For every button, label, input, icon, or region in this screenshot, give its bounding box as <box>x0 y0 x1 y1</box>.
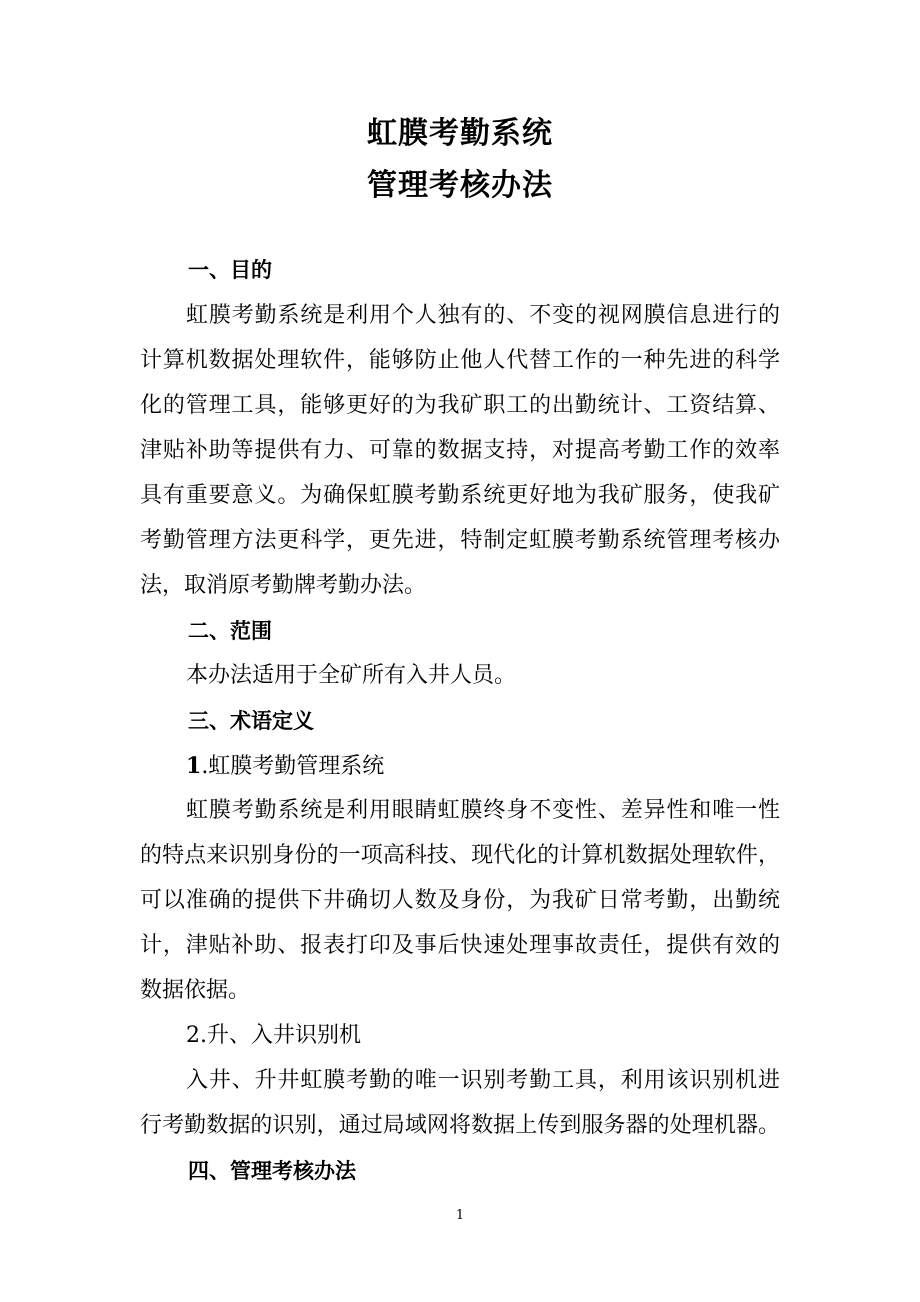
paragraph-line: 具有重要意义。为确保虹膜考勤系统更好地为我矿服务，使我矿 <box>140 483 780 508</box>
paragraph-line: 计，津贴补助、报表打印及事后快速处理事故责任，提供有效的 <box>140 933 780 958</box>
paragraph-line: 虹膜考勤系统是利用眼睛虹膜终身不变性、差异性和唯一性 <box>186 798 780 823</box>
section-heading-scope: 二、范围 <box>188 619 272 643</box>
subsection-number: 1 <box>186 753 202 779</box>
paragraph-line: 计算机数据处理软件，能够防止他人代替工作的一种先进的科学 <box>140 348 780 373</box>
paragraph-line: 本办法适用于全矿所有入井人员。 <box>186 663 517 688</box>
paragraph-line: 法，取消原考勤牌考勤办法。 <box>140 573 427 598</box>
paragraph-line: 行考勤数据的识别，通过局域网将数据上传到服务器的处理机器。 <box>140 1113 780 1138</box>
section-heading-management: 四、管理考核办法 <box>188 1159 356 1183</box>
paragraph-line: 考勤管理方法更科学，更先进，特制定虹膜考勤系统管理考核办 <box>140 528 780 553</box>
paragraph-line: 的特点来识别身份的一项高科技、现代化的计算机数据处理软件， <box>140 843 780 868</box>
paragraph-line: 虹膜考勤系统是利用个人独有的、不变的视网膜信息进行的 <box>186 303 780 328</box>
paragraph-line: 入井、升井虹膜考勤的唯一识别考勤工具，利用该识别机进 <box>186 1068 780 1093</box>
section-heading-purpose: 一、目的 <box>188 258 272 282</box>
paragraph-line: 津贴补助等提供有力、可靠的数据支持，对提高考勤工作的效率 <box>140 438 780 463</box>
page-number: 1 <box>455 1208 465 1223</box>
subsection-title-text: .虹膜考勤管理系统 <box>201 754 385 779</box>
paragraph-line: 数据依据。 <box>140 978 251 1003</box>
paragraph-line: 可以准确的提供下井确切人数及身份，为我矿日常考勤，出勤统 <box>140 888 780 913</box>
subsection-title-recognizer: 2.升、入井识别机 <box>186 1023 361 1048</box>
document-title-line-1: 虹膜考勤系统 <box>367 116 553 151</box>
subsection-title-iris-system <box>186 751 384 782</box>
section-heading-definitions: 三、术语定义 <box>188 709 314 733</box>
document-title-line-2: 管理考核办法 <box>367 168 553 203</box>
paragraph-line: 化的管理工具，能够更好的为我矿职工的出勤统计、工资结算、 <box>140 393 780 418</box>
